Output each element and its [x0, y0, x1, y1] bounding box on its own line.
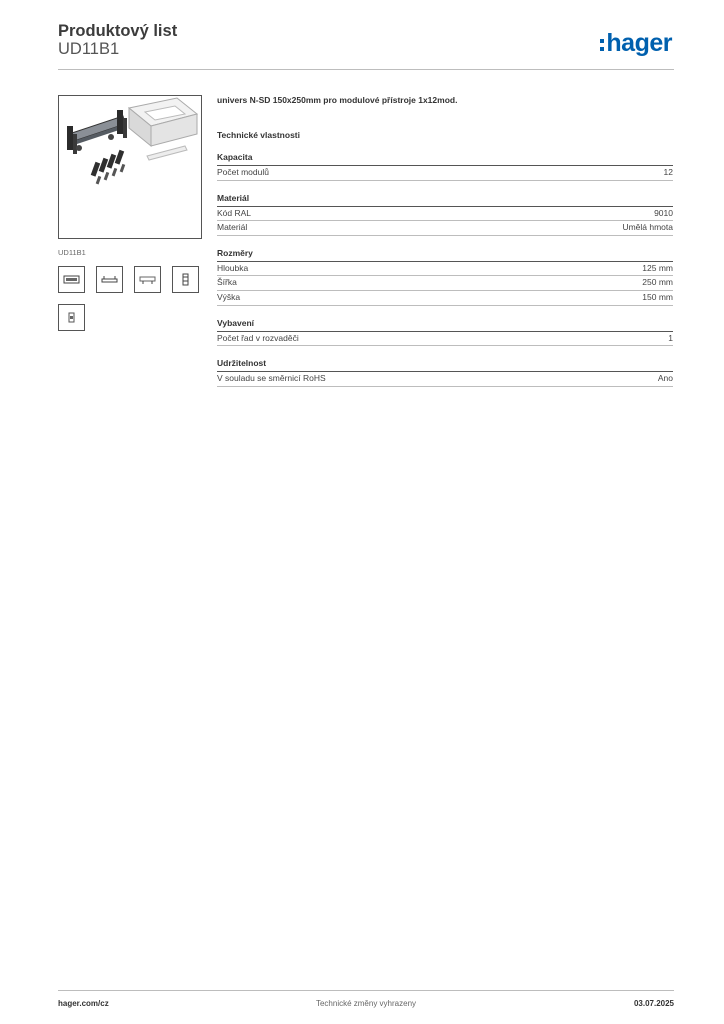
spec-group-title: Kapacita: [217, 152, 673, 166]
spec-value: 250 mm: [642, 277, 673, 288]
spec-label: V souladu se směrnicí RoHS: [217, 373, 326, 384]
hager-logo: [600, 29, 672, 57]
thumbnail-front[interactable]: [58, 266, 85, 293]
front-view-icon: [63, 274, 80, 285]
end-view-icon: [67, 311, 76, 324]
spec-value: 9010: [654, 207, 673, 218]
spec-row: [217, 291, 673, 306]
footer-note: Technické změny vyhrazeny: [315, 999, 417, 1008]
spec-row: [217, 262, 673, 277]
spec-group-title: Udržitelnost: [217, 358, 673, 372]
thumbnail-detail[interactable]: [172, 266, 199, 293]
cover-frame-illustration: [129, 98, 197, 146]
product-media: [58, 95, 202, 331]
spec-group-capacity: [217, 152, 673, 181]
spec-group-sustainability: [217, 358, 673, 387]
spec-row: [217, 332, 673, 347]
spec-label: Výška: [217, 291, 241, 302]
spec-value: 1: [668, 332, 673, 343]
spec-group-title: Rozměry: [217, 248, 673, 262]
section-title-technical: Technické vlastnosti: [217, 130, 300, 140]
spec-row: [217, 166, 673, 181]
logo-colon-mark: [600, 39, 604, 51]
side-view-icon: [101, 274, 118, 285]
spec-row: [217, 276, 673, 291]
product-image[interactable]: [58, 95, 202, 239]
logo-wordmark: hager: [606, 28, 672, 57]
page-header: [58, 20, 674, 70]
spec-label: Počet modulů: [217, 167, 269, 177]
spec-value: 125 mm: [642, 262, 673, 273]
thumbnail-top[interactable]: [134, 266, 161, 293]
product-details: [217, 95, 673, 387]
spec-label: Kód RAL: [217, 207, 252, 218]
product-photo-illustration: [59, 96, 201, 238]
spec-value: Ano: [657, 373, 673, 384]
blank-strip-illustration: [147, 146, 187, 160]
footer-date: 03.07.2025: [633, 999, 674, 1008]
top-view-icon: [139, 274, 156, 285]
spec-label: Materiál: [217, 222, 248, 233]
terminal-clips-illustration: [91, 150, 126, 185]
spec-row: [217, 221, 673, 236]
thumbnail-side[interactable]: [96, 266, 123, 293]
spec-row: [217, 372, 673, 387]
spec-label: Hloubka: [217, 262, 249, 273]
product-description: univers N-SD 150x250mm pro modulové přístroje 1x12mod.: [217, 95, 458, 105]
spec-group-dimensions: [217, 248, 673, 306]
image-caption: UD11B1: [58, 248, 86, 257]
detail-view-icon: [181, 273, 190, 286]
spec-value: Umělá hmota: [622, 222, 673, 233]
document-title: Produktový list: [58, 22, 178, 40]
spec-value: 150 mm: [642, 291, 673, 302]
spec-row: [217, 207, 673, 222]
thumbnail-gallery: [58, 266, 202, 331]
spec-value: 12: [663, 167, 673, 177]
din-rail-illustration: [67, 110, 127, 154]
spec-label: Počet řad v rozvaděči: [217, 332, 299, 343]
thumbnail-end[interactable]: [58, 304, 85, 331]
spec-label: Šířka: [217, 277, 237, 288]
page-footer: [58, 990, 674, 1016]
spec-group-equipment: [217, 318, 673, 347]
product-code: UD11B1: [58, 40, 120, 58]
spec-group-title: Materiál: [217, 193, 673, 207]
footer-website-link[interactable]: hager.com/cz: [58, 999, 109, 1008]
spec-group-material: [217, 193, 673, 236]
spec-group-title: Vybavení: [217, 318, 673, 332]
